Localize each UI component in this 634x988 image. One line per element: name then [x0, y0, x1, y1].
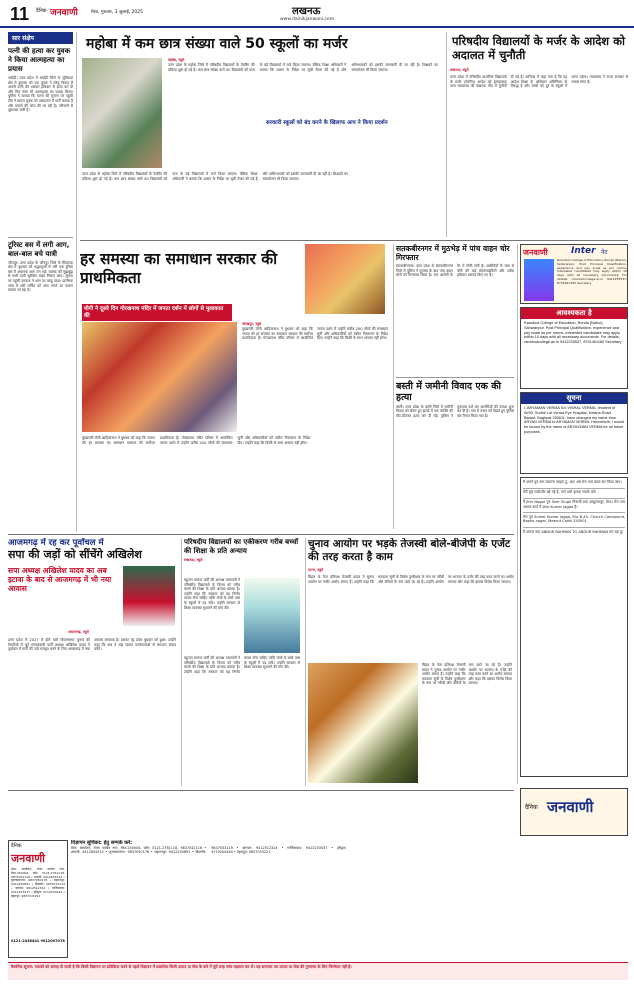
tejashwi-body: बिहार के नेता प्रतिपक्ष तेजस्वी यादव ने चुनाव आयोग पर गंभीर आरोप लगाए हैं। उन्होंने कहा कि मतदाता सूची के विशेष पुनरीक्षण के नाम पर गरीबों और वंचितों के नाम काटे जा रहे हैं। उन्होंने आयोग पर भाजपा के एजेंट की तरह काम करने का आरोप लगाया और कहा कि इसका विरोध किया जाएगा। — [308, 575, 514, 584]
lead-byline: महोबा, ब्यूरो — [168, 58, 185, 62]
left-brief-column — [8, 32, 73, 532]
akhilesh-headline: सपा की जड़ों को सींचेंगे अखिलेश — [8, 548, 142, 561]
brief-header — [8, 32, 73, 44]
crime-story-2-body: बस्ती। उत्तर प्रदेश के बस्ती जिले में जमीनी विवाद को लेकर हुए झगड़े में एक व्यक्ति की पीट-पीटकर हत्या कर दी गई। पुलिस ने मुकदमा दर्ज कर आरोपियों की तलाश शुरू कर दी है। गांव में तनाव को देखते हुए पुलिस बल तैनात किया गया है। — [396, 404, 514, 418]
page-number: 11 — [10, 4, 30, 24]
court-body: उत्तर प्रदेश में परिषदीय प्राथमिक विद्यालयों के मर्जर (पेयरिंग) आदेश को इलाहाबाद उच्च न्यायालय की लखनऊ पीठ में चुनौती दी गई है। याचिका में कहा गया है कि यह आदेश शिक्षा के अधिकार अधिनियम के विरुद्ध है और बच्चों को दूर के स्कूलों में जाना पड़ेगा। न्यायालय ने राज्य सरकार से जवाब मांगा है। — [450, 75, 628, 89]
listing-body: मेरठ: कार्यालय, मंगल पाण्डेय नगर, मेरठ-250004, फोन: 0121-2761118, 9837042118 • शामली: 9412654312 • मुजफ्फरनगर: 9837050178 • सहारनपुर: 9412230891 • बिजनौर: 9837033119 • बागपत: 9012512324 • गाजियाबाद: 9412233537 • हरिद्वार: 9719200444 • देहरादून: 9837033221 — [71, 846, 347, 855]
aavashyakta-title: आवश्यकता है — [521, 308, 627, 319]
court-challenge-story — [450, 32, 628, 237]
suchna-title: सूचना — [521, 393, 627, 404]
suchna-ad — [520, 392, 628, 474]
janwani-inter-ad — [520, 244, 628, 304]
cm-headline: हर समस्या का समाधान सरकार की प्राथमिकता — [80, 250, 278, 287]
mayawati-headline: परिषदीय विद्यालयों का एकीकरण गरीब बच्चों की शिक्षा के प्रति अन्याय — [184, 538, 299, 555]
tejashwi-headline: चुनाव आयोग पर भड़के तेजस्वी बोले-बीजेपी के एजेंट की तरह करता है काम — [308, 538, 511, 563]
cm-photo-crowd — [82, 322, 237, 432]
paper-prefix: दैनिक — [36, 8, 47, 14]
brief-header-label: सार संक्षेप — [12, 35, 34, 42]
akhilesh-byline: आजमगढ़, ब्यूरो — [68, 630, 89, 634]
akhilesh-subhead: सपा अध्यक्ष अखिलेश यादव का अब इटावा के बाद से आजमगढ़ में भी नया आवास — [8, 566, 112, 593]
mayawati-byline: लखनऊ, ब्यूरो — [184, 558, 203, 562]
janwani-ad-bottom — [520, 788, 628, 836]
listing-title: विज्ञापन सूचिका: हेतु सम्पर्क करें: — [71, 840, 133, 846]
classifieds-block — [520, 477, 628, 777]
crime-story-2-headline: बस्ती में जमीनी विवाद एक की हत्या — [396, 380, 501, 403]
tejashwi-byline: पटना, ब्यूरो — [308, 568, 324, 572]
bottom-janwani-brand: जनवाणी — [11, 852, 46, 865]
akhilesh-photo — [123, 566, 175, 626]
bottom-janwani-info: मेरठ: कार्यालय, मंगल पाण्डेय नगर, मेरठ-250004, फोन: 0121-2761118, 9837042118 • शामली: 9412654312 • मुजफ्फरनगर: 9837050178 • सहारनपुर: 9412230891 • बिजनौर: 9837033119 • बागपत: 9012512324 • गाजियाबाद: 9412233537 • हरिद्वार: 9719200444 • देहरादून: 9837033221 — [11, 867, 65, 898]
crime-stories — [396, 244, 514, 529]
listing-area — [71, 840, 627, 958]
aavashyakta-ad — [520, 307, 628, 389]
tejashwi-photo — [308, 663, 418, 783]
section-title: लखनऊ — [292, 6, 321, 17]
lead-photo — [82, 58, 162, 168]
ads-column — [520, 244, 628, 784]
court-headline: परिषदीय विद्यालयों के मर्जर के आदेश को अदालत में चुनौती — [452, 34, 625, 62]
lead-sub-headline: सरकारी स्कूलों को बंद करने के खिलाफ आप ने किया प्रदर्शन — [266, 120, 438, 127]
edition-date: मेरठ, गुरुवार, 3 जुलाई, 2025 — [91, 10, 143, 15]
janwani-inter-brand: जनवाणी — [523, 248, 548, 257]
brief-story-2-headline: टूरिस्ट बस में लगी आग, बाल-बाल बचे यात्री — [8, 240, 70, 258]
website: www.dainikjanwani.com — [280, 17, 335, 22]
cm-body-continued: मुख्यमंत्री योगी आदित्यनाथ ने बुधवार को कहा कि जनता की हर समस्या का समाधान सरकार की सर्वोच्च प्राथमिकता है। गोरखनाथ मंदिर परिसर में आयोजित जनता दर्शन में उन्होंने करीब 200 लोगों की समस्याएं सुनीं और अधिकारियों को त्वरित निस्तारण के निर्देश दिए। उन्होंने कहा कि किसी के साथ अन्याय नहीं होगा। — [82, 436, 311, 445]
lead-body-continued: उत्तर प्रदेश के महोबा जिले में परिषदीय विद्यालयों के पेयरिंग की प्रक्रिया शुरू हो गई है। कम छात्र संख्या वाले 50 विद्यालयों को पास के बड़े विद्यालयों में मर्ज किया जाएगा। बेसिक शिक्षा अधिकारी ने बताया कि शासन के निर्देश पर सूची तैयार की गई है और अभिभावकों को इसकी जानकारी दी जा रही है। शिक्षकों का समायोजन भी किया जाएगा। — [82, 172, 348, 181]
janwani-bottom-brand: जनवाणी — [547, 798, 594, 816]
court-byline: लखनऊ, ब्यूरो — [450, 68, 469, 72]
bottom-ad-strip — [8, 840, 628, 960]
tejashwi-story — [308, 538, 514, 786]
mayawati-body-continued: बहुजन समाज पार्टी की अध्यक्ष मायावती ने परिषदीय विद्यालयों के विलय को गरीब बच्चों की शिक्षा के प्रति अन्याय बताया है। उन्होंने कहा कि सरकार को यह निर्णय वापस लेना चाहिए ताकि गांवों के बच्चे पास के स्कूलों में पढ़ सकें। उन्होंने सरकार से शिक्षा व्यवस्था सुधारने की मांग की। — [184, 656, 300, 674]
paper-name: जनवाणी — [50, 8, 78, 18]
classified-2: मेरी मूल मार्कशीट खो गई है, पाने वाले कृपया संपर्क करें। — [523, 490, 597, 495]
brief-story-1-body: भदोही। उत्तर प्रदेश में भदोही जिले के सुरियावां क्षेत्र में बुधवार को एक युवक ने घरेलू विवाद में अपनी पत्नी की धारदार हथियार से हत्या कर दी और फिर स्वयं भी आत्महत्या का प्रयास किया। पुलिस ने बताया कि घटना की सूचना पर पहुंची टीम ने घायल युवक को अस्पताल में भर्ती कराया है और मामले की जांच की जा रही है। परिजनों से पूछताछ जारी है। — [8, 76, 73, 113]
legal-notice — [8, 962, 628, 980]
bottom-janwani-box — [8, 840, 68, 958]
legal-notice-text: वैधानिक सूचना: पाठकों को सलाह दी जाती है कि किसी विज्ञापन पर प्रतिक्रिया करने से पहले विज्ञापन में प्रकाशित किसी उत्पाद या सेवा के बारे में पूरी तरह जांच-पड़ताल कर लें। यह समाचार पत्र उत्पाद या सेवा की गुणवत्ता के लिए जिम्मेदार नहीं है। — [11, 964, 352, 969]
suchna-text: I, ARYAMAN VERMA S/o VISHAL VERMA, resident of W/30, Sudhir Lal Verma Eye Hospital, Kotana Road Baraut, Baghpat 250611, have changed my name from ARYAN VERMA to ARYAMAN VERMA. Henceforth, I would be known by the name of ARYAYMAN VERMA for all future purposes. — [524, 406, 624, 434]
cm-byline: गोरखपुर, ब्यूरो — [242, 322, 262, 326]
masthead — [0, 0, 634, 30]
brief-story-1-headline: पत्नी की हत्या कर युवक ने किया आत्महत्या का प्रयास — [8, 47, 70, 73]
janwani-inter-image — [524, 259, 554, 301]
lead-story — [80, 32, 442, 237]
mayawati-body: बहुजन समाज पार्टी की अध्यक्ष मायावती ने परिषदीय विद्यालयों के विलय को गरीब बच्चों की शिक्षा के प्रति अन्याय बताया है। उन्होंने कहा कि सरकार को यह निर्णय वापस लेना चाहिए ताकि गांवों के बच्चे पास के स्कूलों में पढ़ सकें। उन्होंने सरकार से शिक्षा व्यवस्था सुधारने की मांग की। — [184, 578, 240, 610]
cm-photo-caption: योगी ने दूसरे दिन गोरखनाथ मंदिर में जनता दर्शन में लोगों से मुलाकात की — [82, 304, 232, 321]
classified-5: मैं अपना नाम ABDUR RAHMAN TO ABDUR RAHMAN कर रहा हूं। — [523, 529, 624, 534]
janwani-inter-sub: नेट — [601, 249, 608, 256]
lead-headline: महोबा में कम छात्र संख्या वाले 50 स्कूलों का मर्जर — [80, 32, 442, 56]
classified-4: मेरा पुत्र Sumer Kumar Jagga, R/o B-45, Church Compound, Bapna nagar, Meerut Cantt 250001 — [523, 514, 625, 524]
cm-body: मुख्यमंत्री योगी आदित्यनाथ ने बुधवार को कहा कि जनता की हर समस्या का समाधान सरकार की सर्वोच्च प्राथमिकता है। गोरखनाथ मंदिर परिसर में आयोजित जनता दर्शन में उन्होंने करीब 200 लोगों की समस्याएं सुनीं और अधिकारियों को त्वरित निस्तारण के निर्देश दिए। उन्होंने कहा कि किसी के साथ अन्याय नहीं होगा। — [242, 327, 388, 341]
akhilesh-body: उत्तर प्रदेश में 2027 में होने वाले विधानसभा चुनाव की तैयारियों में जुटे समाजवादी पार्टी अध्यक्ष अखिलेश यादव ने पूर्वांचल में पार्टी की जड़ें मजबूत करने के लिए आजमगढ़ में नया आवास बनवाया है। इसका गृह प्रवेश बुधवार को हुआ। उन्होंने कहा कि अब वे यहां रहकर कार्यकर्ताओं से लगातार संवाद करेंगे। — [8, 638, 176, 652]
akhilesh-kicker: आजमगढ़ में रह कर पूर्वांचल में — [8, 538, 104, 548]
lead-body: उत्तर प्रदेश के महोबा जिले में परिषदीय विद्यालयों के पेयरिंग की प्रक्रिया शुरू हो गई है। कम छात्र संख्या वाले 50 विद्यालयों को पास के बड़े विद्यालयों में मर्ज किया जाएगा। बेसिक शिक्षा अधिकारी ने बताया कि शासन के निर्देश पर सूची तैयार की गई है और अभिभावकों को इसकी जानकारी दी जा रही है। शिक्षकों का समायोजन भी किया जाएगा। — [168, 63, 438, 72]
cm-story — [80, 244, 390, 529]
crime-story-1-headline: सतकबीरनगर में मुठभेड़ में पांच वाहन चोर गिरफ्तार — [396, 244, 510, 262]
janwani-inter-tag: Inter — [571, 246, 596, 256]
bottom-janwani-contact: 0121-2438441 9012007078 — [11, 939, 65, 943]
akhilesh-story — [8, 538, 178, 786]
bottom-janwani-tagline: दैनिक — [11, 843, 22, 849]
tejashwi-body-continued: बिहार के नेता प्रतिपक्ष तेजस्वी यादव ने चुनाव आयोग पर गंभीर आरोप लगाए हैं। उन्होंने कहा कि मतदाता सूची के विशेष पुनरीक्षण के नाम पर गरीबों और वंचितों के नाम काटे जा रहे हैं। उन्होंने आयोग पर भाजपा के एजेंट की तरह काम करने का आरोप लगाया और कहा कि इसका विरोध किया जाएगा। — [422, 663, 512, 686]
brief-story-2-body: जौनपुर। उत्तर प्रदेश के जौनपुर जिले के सिकरारा क्षेत्र में बुधवार को श्रद्धालुओं से भरी एक टूरिस्ट बस में अचानक आग लग गई। चालक की सूझबूझ से सभी यात्री सुरक्षित बाहर निकल आए। सूचना पर पहुंची दमकल ने आग पर काबू पाया। प्रारंभिक जांच में शॉर्ट सर्किट को आग लगने का कारण बताया जा रहा है। — [8, 260, 73, 293]
crime-story-1-body: संतकबीरनगर। उत्तर प्रदेश के संतकबीरनगर जिले में पुलिस ने मुठभेड़ के बाद पांच वाहन चोरों को गिरफ्तार किया है। एक आरोपी के पैर में गोली लगी है। आरोपियों के पास से चोरी की कई मोटरसाइकिलें और अवैध हथियार बरामद किए गए हैं। — [396, 264, 514, 278]
classified-1: मैं अपने पुत्र नाम बदलना चाहता हूं, अतः अब मेरा नाम बदल कर किया जाए। — [523, 480, 622, 484]
classified-3: मैं Jitin Nagar पुत्र Sher Singh निवासी ग्राम अब्दुल्लापुर, मेरठ। मेरा नाम आधार कार्ड में Jitin Kumar Jagga है। — [523, 500, 625, 509]
mayawati-story — [184, 538, 302, 786]
janwani-inter-text: Ramdoot College of Education, Ronda (Nakur), Saharanpur. Post Principal Qualification, experience and pay scale as per norms. Interested candidates may apply within 10 days with all necessary documents. For details: ramdootcollege.ac.in 9412233537, 8791461180 Secretary — [557, 258, 627, 285]
cm-photo-portrait — [305, 244, 385, 314]
aavashyakta-text: Ramdoot College of Education, Ronda (Nakur), Saharanpur. Post Principal Qualification, experience and pay scale as per norms. Interested candidates may apply within 10 days with all necessary documents. For details: ramdootcollege.ac.in 9412233537, 8791461180 Secretary — [524, 321, 622, 345]
mayawati-photo — [244, 578, 300, 653]
janwani-bottom-tag: दैनिक — [525, 804, 538, 811]
